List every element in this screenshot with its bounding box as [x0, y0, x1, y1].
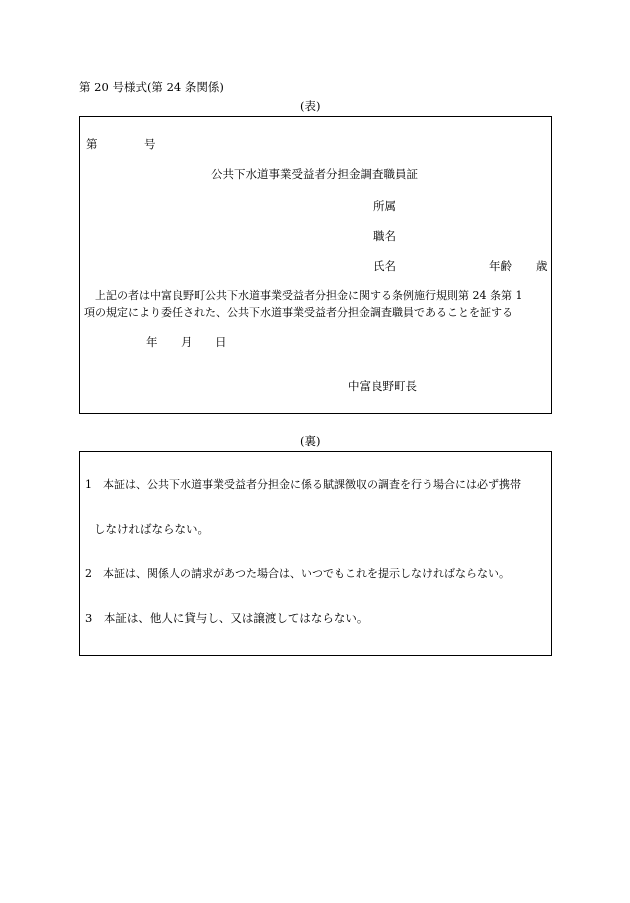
- date-day: 日: [215, 335, 227, 349]
- number-go: 号: [144, 137, 156, 151]
- date-month: 月: [181, 335, 193, 349]
- back-item-2: 2 本証は、関係人の請求があつた場合は、いつでもこれを提示しなければならない。: [85, 567, 510, 580]
- back-item-1-line-2: しなければならない。: [94, 522, 209, 536]
- name-label: 氏名: [373, 259, 396, 273]
- front-box: [79, 116, 552, 414]
- certification-line-2: 項の規定により委任された、公共下水道事業受益者分担金調査職員であることを証する: [84, 306, 513, 319]
- certification-line-1: 上記の者は中富良野町公共下水道事業受益者分担金に関する条例施行規則第 24 条第 1: [95, 289, 523, 302]
- age-label: 年齢: [489, 259, 512, 273]
- number-dai: 第: [86, 137, 98, 151]
- back-box: [79, 451, 552, 656]
- issuer: 中富良野町長: [348, 379, 417, 393]
- card-title: 公共下水道事業受益者分担金調査職員証: [211, 167, 418, 181]
- date-year: 年: [146, 335, 158, 349]
- back-item-3: 3 本証は、他人に貸与し、又は譲渡してはならない。: [85, 611, 369, 625]
- form-title: 第 20 号様式(第 24 条関係): [79, 80, 224, 94]
- back-item-1-line-1: 1 本証は、公共下水道事業受益者分担金に係る賦課徴収の調査を行う場合には必ず携帯: [85, 478, 521, 491]
- back-heading: (裏): [300, 434, 321, 448]
- front-heading: (表): [300, 99, 321, 113]
- position-label: 職名: [373, 229, 396, 243]
- affiliation-label: 所属: [373, 199, 396, 213]
- age-unit: 歳: [536, 259, 548, 273]
